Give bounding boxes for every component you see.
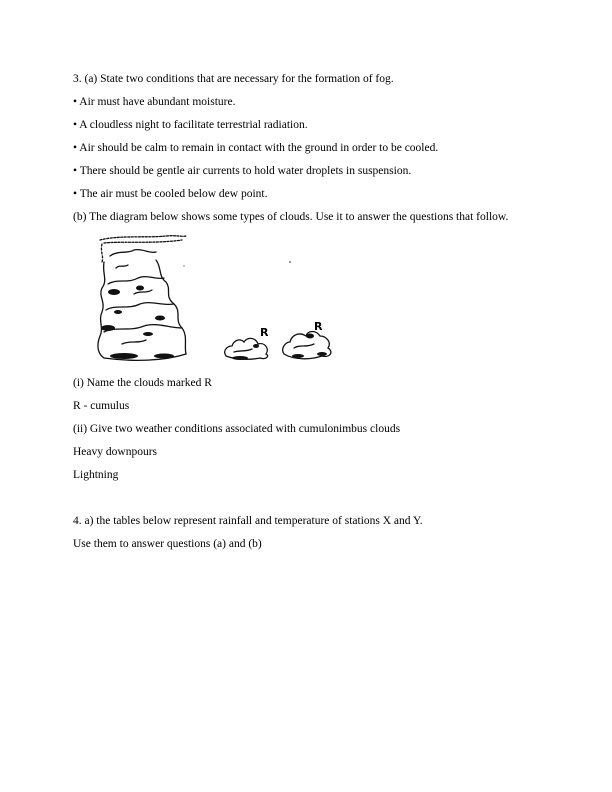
fog-condition-2: • A cloudless night to facilitate terrestrial radiation. (73, 119, 308, 131)
fog-condition-4: • There should be gentle air currents to hold water droplets in suspension. (73, 165, 412, 177)
question-3a: 3. (a) State two conditions that are necessary for the formation of fog. (73, 73, 394, 85)
question-3b-i: (i) Name the clouds marked R (73, 377, 212, 389)
question-4-instruction: Use them to answer questions (a) and (b) (73, 538, 262, 550)
fog-condition-3: • Air should be calm to remain in contact with the ground in order to be cooled. (73, 142, 439, 154)
answer-3b-ii-1: Heavy downpours (73, 446, 157, 458)
question-3b-ii: (ii) Give two weather conditions associated with cumulonimbus clouds (73, 423, 401, 435)
clouds-diagram (94, 232, 340, 366)
cloud-label-r-1: R (260, 326, 269, 339)
cumulus-cloud-1 (225, 338, 268, 359)
question-3b-intro: (b) The diagram below shows some types of clouds. Use it to answer the questions that follow. (73, 211, 509, 223)
cloud-label-r-2: R (314, 320, 323, 333)
fog-condition-1: • Air must have abundant moisture. (73, 96, 236, 108)
answer-3b-i: R - cumulus (73, 400, 130, 412)
answer-3b-ii-2: Lightning (73, 469, 119, 481)
fog-condition-5: • The air must be cooled below dew point. (73, 188, 268, 200)
question-4-intro: 4. a) the tables below represent rainfall and temperature of stations X and Y. (73, 515, 423, 527)
